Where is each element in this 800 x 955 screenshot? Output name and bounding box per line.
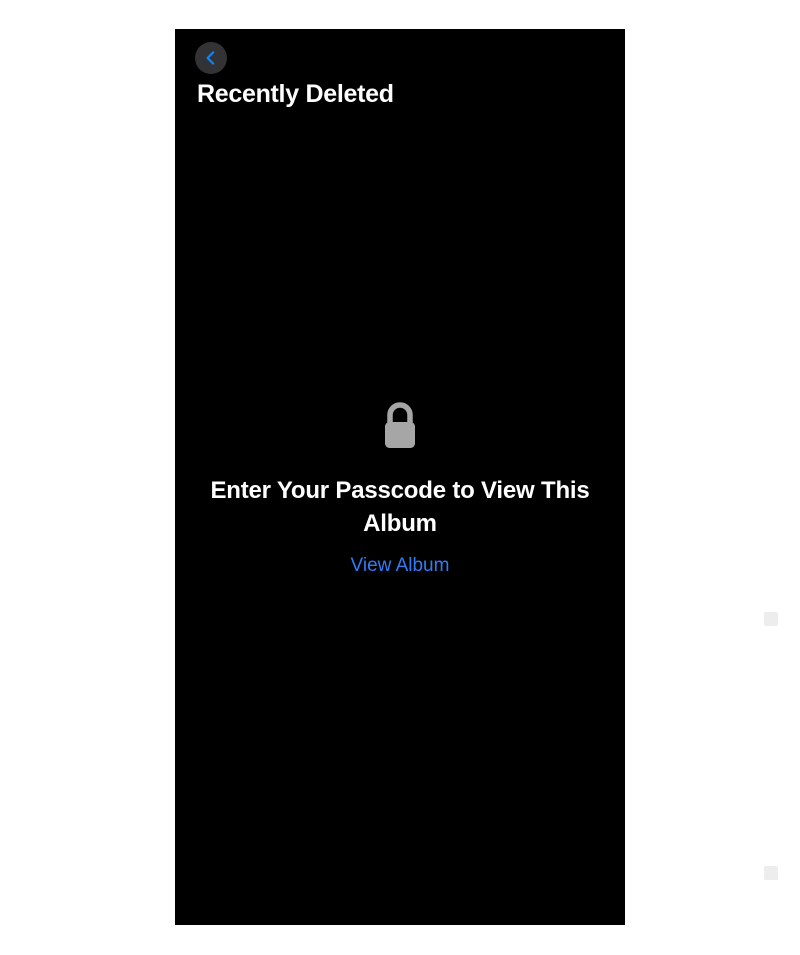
page-title: Recently Deleted — [197, 80, 394, 108]
page-edge-artifact — [764, 612, 778, 626]
page-edge-artifact — [764, 866, 778, 880]
chevron-left-icon — [203, 50, 219, 66]
view-album-button[interactable]: View Album — [350, 555, 450, 576]
lock-icon — [376, 399, 424, 455]
locked-album-block — [175, 399, 625, 577]
locked-album-message: Enter Your Passcode to View This Album — [210, 477, 590, 537]
back-button[interactable] — [195, 42, 227, 74]
phone-screen — [175, 29, 625, 925]
